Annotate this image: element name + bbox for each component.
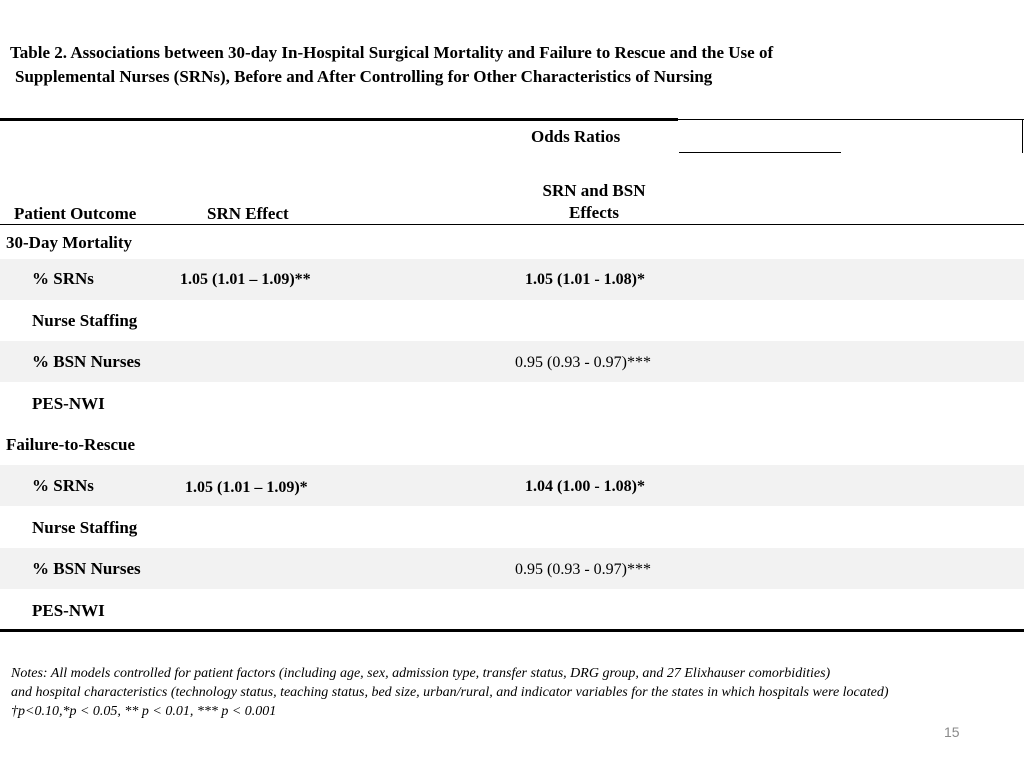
row-label-ftr-nurse-staffing: Nurse Staffing [32,518,138,537]
table-bottom-rule [0,629,1024,632]
cell-mortality-srns-srn-effect: 1.05 (1.01 – 1.09)** [180,271,311,288]
row-band [0,548,1024,589]
section-label-mortality: 30-Day Mortality [6,233,133,252]
row-label-mortality-bsn: % BSN Nurses [32,352,141,371]
notes-line-1: Notes: All models controlled for patient factors (including age, sex, admission type, transfer status, DRG group, and 27 Elixhauser comorbidities) [11,666,831,681]
table-right-border [1022,119,1023,153]
table-title-line-2: Supplemental Nurses (SRNs), Before and After Controlling for Other Characteristics of Nursing [15,67,713,86]
cell-mortality-bsn-both: 0.95 (0.93 - 0.97)*** [515,354,651,371]
row-band [0,465,1024,506]
cell-ftr-srns-both: 1.04 (1.00 - 1.08)* [525,478,645,495]
cell-ftr-srns-srn-effect: 1.05 (1.01 – 1.09)* [185,479,308,496]
column-header-srn-effect: SRN Effect [207,204,289,223]
cell-ftr-bsn-both: 0.95 (0.93 - 0.97)*** [515,561,651,578]
row-label-ftr-pes-nwi: PES-NWI [32,601,105,620]
column-header-srn-bsn-line-1: SRN and BSN [542,181,646,200]
table-top-rule-right [678,119,1024,120]
column-header-patient-outcome: Patient Outcome [14,204,137,223]
row-label-ftr-srns: % SRNs [32,476,94,495]
notes-line-2: and hospital characteristics (technology status, teaching status, bed size, urban/rural, and indicator variables for the states in which hospitals were located) [11,685,889,700]
row-label-mortality-nurse-staffing: Nurse Staffing [32,311,138,330]
cell-mortality-srns-both: 1.05 (1.01 - 1.08)* [525,271,645,288]
column-header-srn-bsn-effects [533,180,655,224]
row-label-ftr-bsn: % BSN Nurses [32,559,141,578]
page-number: 15 [944,724,960,740]
notes-significance-legend: †p<0.10,*p < 0.05, ** p < 0.01, *** p < 0.001 [11,704,277,719]
table-notes [11,664,1021,721]
table-title [10,41,1010,89]
row-band [0,341,1024,382]
row-label-mortality-pes-nwi: PES-NWI [32,394,105,413]
table-title-line-1: Table 2. Associations between 30-day In-Hospital Surgical Mortality and Failure to Rescue and the Use of [10,43,774,62]
column-header-srn-bsn-line-2: Effects [568,203,620,222]
odds-ratios-underline [679,152,841,153]
header-bottom-rule [0,224,1024,225]
table-top-rule [0,118,678,121]
row-band [0,259,1024,300]
odds-ratios-header: Odds Ratios [531,127,621,146]
section-label-failure-to-rescue: Failure-to-Rescue [6,435,136,454]
row-label-mortality-srns: % SRNs [32,269,94,288]
